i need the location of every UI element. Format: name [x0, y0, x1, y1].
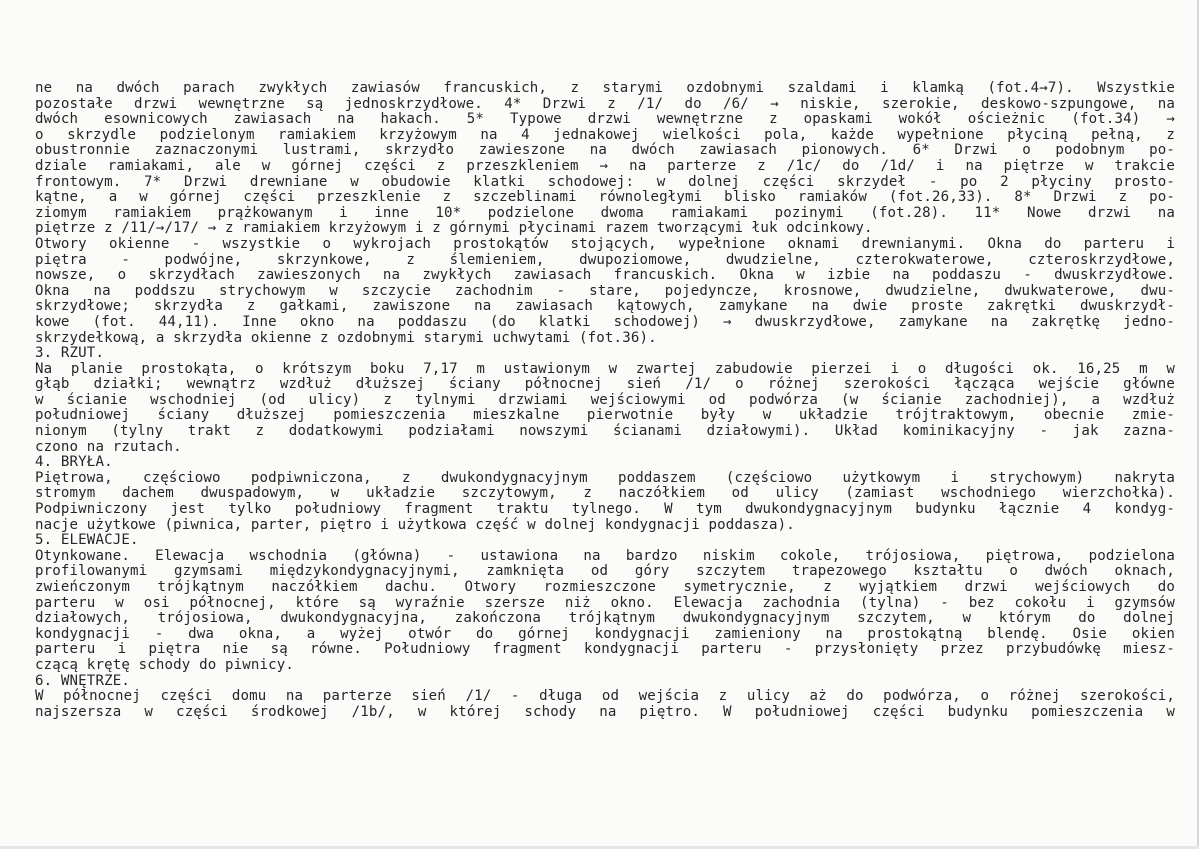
- text-line: skrzydłowe; skrzydła z gałkami, zawiszone na zawiasach kątowych, zamykane na dwie proste zakrętki dwuskrzydł-: [35, 298, 1175, 315]
- text-line: pozostałe drzwi wewnętrzne są jednoskrzydłowe. 4* Drzwi z /1/ do /6/ → niskie, szerokie, deskowo-szpungowe, na: [35, 95, 1175, 112]
- text-line: Otynkowane. Elewacja wschodnia (główna) - ustawiona na bardzo niskim cokole, trójosiowa, piętrowa, podzielona: [35, 547, 1175, 564]
- text-line: nowsze, o skrzydłach zawieszonych na zwykłych zawiasach francuskich. Okna w izbie na poddaszu - dwuskrzydłowe.: [35, 267, 1175, 284]
- text-line: parteru w osi północnej, które są wyraźnie szersze niż okno. Elewacja zachodnia (tylna) - bez cokołu i gzymsów: [35, 594, 1175, 611]
- text-line: Otwory okienne - wszystkie o wykrojach prostokątów stojących, wypełnione oknami drewnianymi. Okna do parteru i: [35, 235, 1175, 252]
- text-line: Podpiwniczony jest tylko południowy fragment traktu tylnego. W tym dwukondygnacyjnym budynku łącznie 4 kondyg-: [35, 501, 1175, 518]
- text-line: skrzydełkową, a skrzydła okienne z ozdobnymi starymi uchwytami (fot.36).: [35, 329, 657, 346]
- text-line: 4. BRYŁA.: [35, 454, 113, 471]
- document-body-text: [35, 81, 1175, 720]
- text-line: kowe (fot. 44,11). Inne okno na poddaszu (do klatki schodowej) → dwuskrzydłowe, zamykane na zakrętkę jedno-: [35, 313, 1175, 330]
- text-line: południowej ściany dłuższej pomieszczenia mieszkalne pierwotnie były w układzie trójtraktowym, obecnie zmie-: [35, 407, 1175, 424]
- text-line: dwóch esownicowych zawiasach na hakach. 5* Typowe drzwi wewnętrzne z opaskami wokół ościeżnic (fot.34) →: [35, 111, 1175, 128]
- text-line: kątne, a w górnej części przeszklenie z szczeblinami równoległymi blisko ramiaków (fot.26,33). 8* Drzwi z po-: [35, 189, 1175, 206]
- text-line: W północnej części domu na parterze sień /1/ - długa od wejścia z ulicy aż do podwórza, o różnej szerokości,: [35, 688, 1175, 705]
- text-line: Na planie prostokąta, o krótszym boku 7,17 m ustawionym w zwartej zabudowie pierzei i o długości ok. 16,25 m w: [35, 360, 1175, 377]
- text-line: czono na rzutach.: [35, 438, 182, 455]
- text-line: w ścianie wschodniej (od ulicy) z tylnymi drzwiami wejściowymi od podwórza (w ścianie zachodniej), a wzdłuż: [35, 391, 1175, 408]
- text-line: nionym (tylny trakt z dodatkowymi podziałami nowszymi ścianami działowymi). Układ kominikacyjny - jak zazna-: [35, 423, 1175, 440]
- text-line: Piętrowa, częściowo podpiwniczona, z dwukondygnacyjnym poddaszem (częściowo użytkowym i strychowym) nakryta: [35, 469, 1175, 486]
- text-line: piętrze z /11/→/17/ → z ramiakiem krzyżowym i z górnymi płycinami razem tworzącymi łuk odcinkowy.: [35, 220, 873, 237]
- text-line: profilowanymi gzymsami międzykondygnacyjnymi, zamknięta od góry szczytem trapezowego kształtu o dwóch oknach,: [35, 563, 1175, 580]
- text-line: obustronnie zaznaczonymi lustrami, skrzydło zawieszone na dwóch zawiasach pionowych. 6* Drzwi o podobnym po-: [35, 142, 1175, 159]
- text-line: piętra - podwójne, skrzynkowe, z ślemieniem, dwupoziomowe, dwudzielne, czterokwaterowe, czteroskrzydłowe,: [35, 251, 1175, 268]
- text-line: ziomym ramiakiem prążkowanym i inne 10* podzielone dwoma ramiakami pozinymi (fot.28). 11* Nowe drzwi na: [35, 204, 1175, 221]
- text-line: najszersza w części środkowej /1b/, w której schody na piętro. W południowej części budynku pomieszczenia w: [35, 703, 1175, 720]
- text-line: czącą krętę schody do piwnicy.: [35, 656, 295, 673]
- text-line: parteru i piętra nie są równe. Południowy fragment kondygnacji parteru - przysłonięty przez przybudówkę miesz-: [35, 641, 1175, 658]
- text-line: frontowym. 7* Drzwi drewniane w obudowie klatki schodowej: w dolnej części skrzydeł - po 2 płyciny prosto-: [35, 173, 1175, 190]
- text-line: zwieńczonym trójkątnym naczółkiem dachu. Otwory rozmieszczone symetrycznie, z wyjątkiem drzwi wejściowych do: [35, 579, 1175, 595]
- text-line: kondygnacji - dwa okna, a wyżej otwór do górnej kondygnacji zamieniony na prostokątną blendę. Osie okien: [35, 625, 1175, 642]
- text-line: 3. RZUT.: [35, 345, 105, 362]
- text-line: głąb działki; wewnątrz wzdłuż dłuższej ściany północnej sień /1/ o różnej szerokości łącząca wejście główne: [35, 376, 1175, 393]
- text-line: nacje użytkowe (piwnica, parter, piętro i użytkowa część w dolnej kondygnacji poddasza).: [35, 516, 795, 533]
- text-line: 6. WNĘTRZE.: [35, 672, 130, 689]
- text-line: działowych, trójosiowa, dwukondygnacyjna, zakończona trójkątnym dwukondygnacyjnym szczytem, w którym do dolnej: [35, 610, 1175, 627]
- text-line: Okna na poddszu strychowym w szczycie zachodnim - stare, pojedyncze, krosnowe, dwudzielne, dwukwaterowe, dwu-: [35, 282, 1175, 299]
- text-line: o skrzydle podzielonym ramiakiem krzyżowym na 4 jednakowej wielkości pola, każde wypełnione płyciną pełną, z: [35, 126, 1175, 143]
- text-line: dziale ramiakami, ale w górnej części z przeszkleniem → na parterze z /1c/ do /1d/ i na piętrze w trakcie: [35, 157, 1175, 174]
- text-line: 5. ELEWACJE.: [35, 532, 139, 549]
- text-line: ne na dwóch parach zwykłych zawiasów francuskich, z starymi ozdobnymi szaldami i klamką (fot.4→7). Wszystkie: [35, 80, 1175, 96]
- text-line: stromym dachem dwuspadowym, w układzie szczytowym, z naczółkiem od ulicy (zamiast wschodniego wierzchołka).: [35, 485, 1175, 502]
